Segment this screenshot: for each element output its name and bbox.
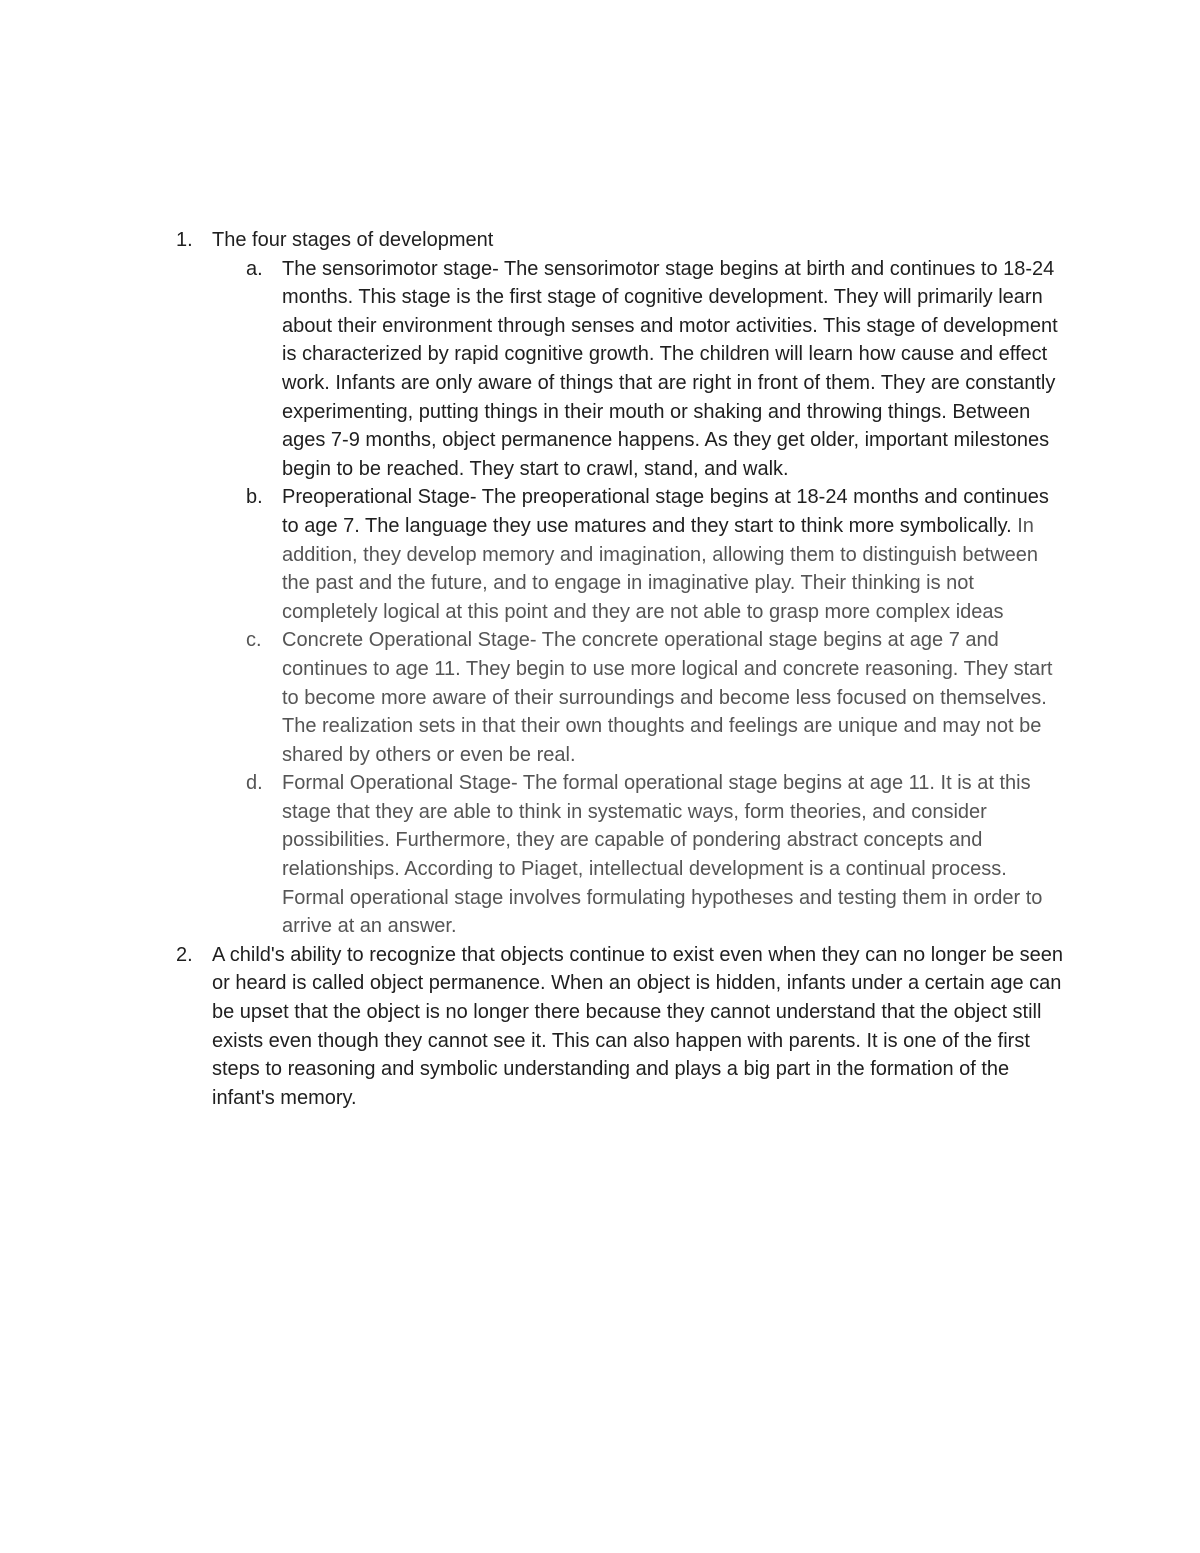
- list-item-1: [170, 226, 1070, 941]
- sub-item-a: [212, 255, 1070, 484]
- sub-marker-d: d.: [246, 772, 263, 795]
- sub-list: [212, 255, 1070, 941]
- sub-item-b-text-continued: In addition, they develop memory and imagination, allowing them to distinguish between the past and the future, and to engage in imaginative play. Their thinking is not completely logical at this point and they are not able to grasp more complex ideas: [282, 514, 1039, 623]
- sub-marker-b: b.: [246, 486, 263, 509]
- sub-item-c-text: Concrete Operational Stage- The concrete operational stage begins at age 7 and continues to age 11. They begin to use more logical and concrete reasoning. They start to become more aware of their surroundings and become less focused on themselves. The realization sets in that their own thoughts and feelings are unique and may not be shared by others or even be real.: [282, 629, 1053, 766]
- sub-item-d: [212, 769, 1070, 941]
- sub-item-c: [212, 626, 1070, 769]
- list-item-2: [170, 941, 1070, 1113]
- sub-item-b-text: Preoperational Stage- The preoperational stage begins at 18-24 months and continues to age 7. The language they use matures and they start to think more symbolically.: [282, 486, 1049, 537]
- sub-marker-a: a.: [246, 257, 263, 280]
- list-item-1-text: The four stages of development: [212, 229, 494, 251]
- sub-item-b: [212, 483, 1070, 626]
- sub-item-d-text: Formal Operational Stage- The formal operational stage begins at age 11. It is at this stage that they are able to think in systematic ways, form theories, and consider possibilities. Furthermore, they are capable of pondering abstract concepts and relationships. According to Piaget, intellectual development is a continual process. Formal operational stage involves formulating hypotheses and testing them in order to arrive at an answer.: [282, 772, 1043, 938]
- list-marker-1: 1.: [176, 229, 193, 251]
- list-item-2-text: A child's ability to recognize that objects continue to exist even when they can no longer be seen or heard is called object permanence. When an object is hidden, infants under a certain age can be upset that the object is no longer there because they cannot understand that the object still exists even though they cannot see it. This can also happen with parents. It is one of the first steps to reasoning and symbolic understanding and plays a big part in the formation of the infant's memory.: [212, 943, 1064, 1109]
- sub-marker-c: c.: [246, 629, 262, 652]
- list-marker-2: 2.: [176, 943, 193, 966]
- numbered-list: [170, 226, 1070, 1112]
- sub-item-a-text: The sensorimotor stage- The sensorimotor stage begins at birth and continues to 18-24 months. This stage is the first stage of cognitive development. They will primarily learn about their environment through senses and motor activities. This stage of development is characterized by rapid cognitive growth. The children will learn how cause and effect work. Infants are only aware of things that are right in front of them. They are constantly experimenting, putting things in their mouth or shaking and throwing things. Between ages 7-9 months, object permanence happens. As they get older, important milestones begin to be reached. They start to crawl, stand, and walk.: [282, 257, 1058, 480]
